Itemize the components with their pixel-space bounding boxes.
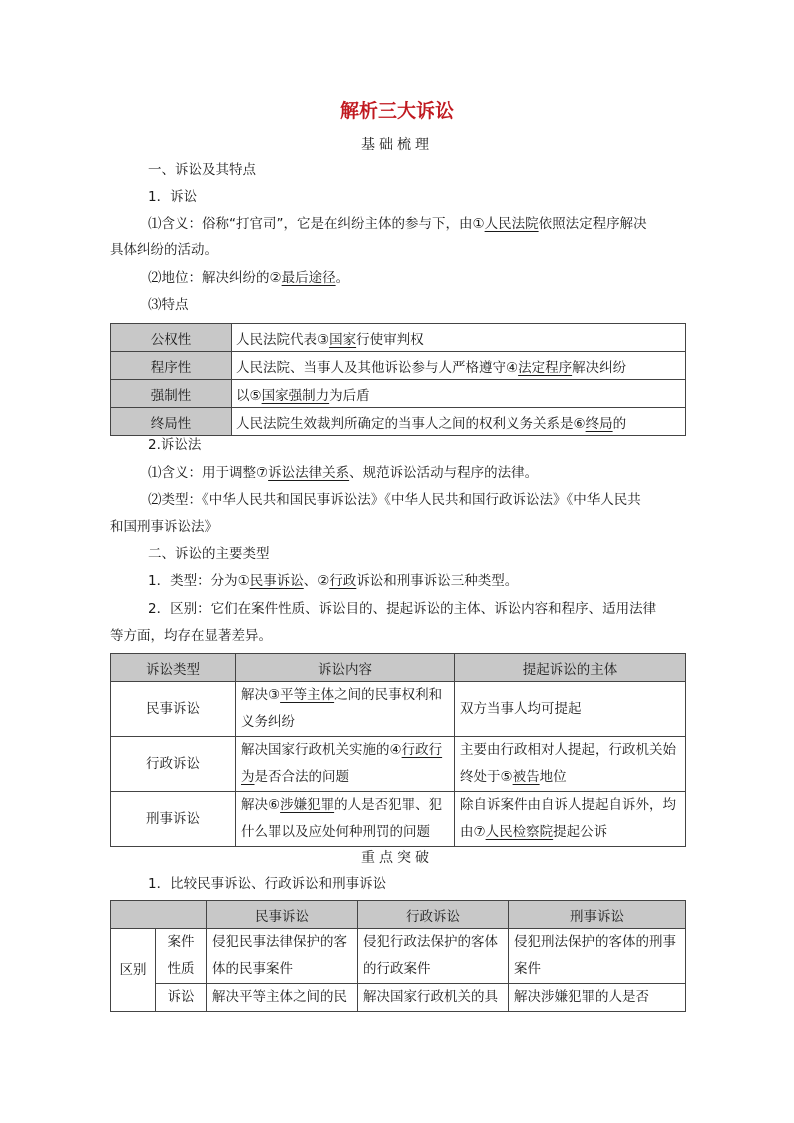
litigation-type: 民事诉讼 [111,682,236,737]
table-row [111,737,686,792]
heading-litigation: 1．诉讼 [148,189,198,205]
table-cell: 解决涉嫌犯罪的人是否 [509,984,686,1012]
litigation-type: 刑事诉讼 [111,792,236,847]
paragraph-types: 1．类型：分为①民事诉讼、②行政诉讼和刑事诉讼三种类型。 [148,573,519,589]
table-row [111,380,686,408]
table-cell: 侵犯刑法保护的客体的刑事案件 [509,929,686,984]
page-title: 解析三大诉讼 [339,100,454,122]
paragraph-law-meaning: ⑴含义：用于调整⑦诉讼法律关系、规范诉讼活动与程序的法律。 [148,465,539,481]
table-cell: 侵犯民事法律保护的客体的民事案件 [207,929,358,984]
column-header: 诉讼内容 [236,654,455,682]
trait-value: 人民法院代表③国家行使审判权 [232,324,686,352]
heading-litigation-features: 一、诉讼及其特点 [148,162,256,178]
table-cell: 解决平等主体之间的民 [207,984,358,1012]
trait-key: 公权性 [111,324,232,352]
trait-value: 以⑤国家强制力为后盾 [232,380,686,408]
litigation-content: 解决⑥涉嫌犯罪的人是否犯罪、犯什么罪以及应处何种刑罚的问题 [236,792,455,847]
table-row [111,324,686,352]
trait-value: 人民法院、当事人及其他诉讼参与人严格遵守④法定程序解决纠纷 [232,352,686,380]
column-header: 民事诉讼 [207,901,358,929]
paragraph-meaning: ⑴含义：俗称“打官司”，它是在纠纷主体的参与下，由①人民法院依照法定程序解决 [148,216,647,232]
table-row [111,682,686,737]
underlined-answer: 最后途径 [281,270,336,286]
paragraph-status: ⑵地位：解决纠纷的②最后途径。 [148,270,350,286]
trait-key: 程序性 [111,352,232,380]
litigation-types-table [110,653,686,847]
paragraph-meaning-cont: 具体纠纷的活动。 [110,242,218,258]
heading-main-types: 二、诉讼的主要类型 [148,546,270,562]
traits-table [110,323,686,436]
litigation-type: 行政诉讼 [111,737,236,792]
table-cell: 解决国家行政机关的具 [358,984,509,1012]
paragraph-law-types-cont: 和国刑事诉讼法》 [110,519,218,535]
column-header-blank [111,901,207,929]
table-header-row [111,901,686,929]
paragraph-traits: ⑶特点 [148,297,189,313]
row-label: 诉讼 [156,984,207,1012]
table-header-row [111,654,686,682]
trait-key: 强制性 [111,380,232,408]
heading-compare: 1．比较民事诉讼、行政诉讼和刑事诉讼 [148,876,387,892]
trait-value: 人民法院生效裁判所确定的当事人之间的权利义务关系是⑥终局的 [232,408,686,436]
section-basics-heading: 基础梳理 [361,137,433,153]
paragraph-law-types: ⑵类型：《中华人民共和国民事诉讼法》《中华人民共和国行政诉讼法》《中华人民共 [148,492,641,508]
column-header: 行政诉讼 [358,901,509,929]
litigation-content: 解决③平等主体之间的民事权利和义务纠纷 [236,682,455,737]
litigation-subject: 主要由行政相对人提起，行政机关始终处于⑤被告地位 [455,737,686,792]
column-header: 刑事诉讼 [509,901,686,929]
comparison-table [110,900,686,1012]
table-row [111,792,686,847]
litigation-content: 解决国家行政机关实施的④行政行为是否合法的问题 [236,737,455,792]
row-label: 案件性质 [156,929,207,984]
column-header: 诉讼类型 [111,654,236,682]
paragraph-differences-cont: 等方面，均存在显著差异。 [110,628,272,644]
paragraph-differences: 2．区别：它们在案件性质、诉讼目的、提起诉讼的主体、诉讼内容和程序、适用法律 [148,601,657,617]
table-row [111,929,686,984]
litigation-subject: 双方当事人均可提起 [455,682,686,737]
litigation-subject: 除自诉案件由自诉人提起自诉外，均由⑦人民检察院提起公诉 [455,792,686,847]
column-header: 提起诉讼的主体 [455,654,686,682]
trait-key: 终局性 [111,408,232,436]
section-key-heading: 重点突破 [361,850,433,866]
row-group-label: 区别 [111,929,156,1012]
underlined-answer: 人民法院 [484,216,539,232]
table-cell: 侵犯行政法保护的客体的行政案件 [358,929,509,984]
table-row [111,352,686,380]
table-row [111,984,686,1012]
heading-procedure-law: 2.诉讼法 [148,437,202,453]
